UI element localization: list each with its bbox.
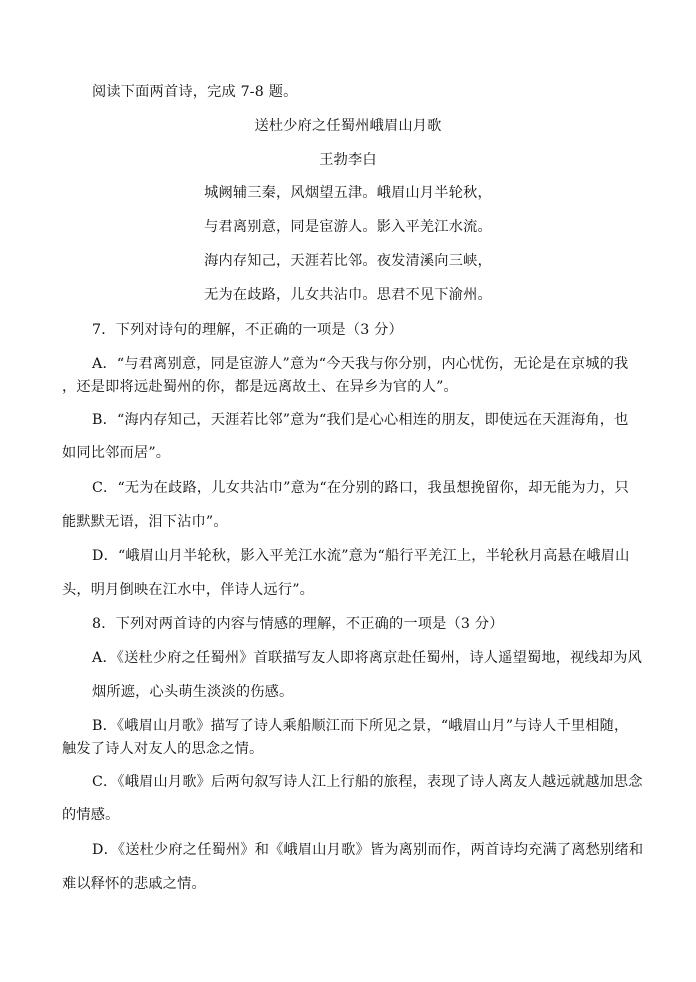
poem-line-4: 无为在歧路，儿女共沾巾。思君不见下渝州。 [204,287,492,303]
poem-line-1: 城阙辅三秦，风烟望五津。峨眉山月半轮秋， [204,185,492,201]
q8-option-d-line-1: D．《送杜少府之任蜀州》和《峨眉山月歌》皆为离别而作，两首诗均充满了离愁别绪和 [92,842,644,858]
q7-option-a-line-2: ，还是即将远赴蜀州的你，都是远离故土、在异乡为官的人”。 [62,379,458,395]
intro-text: 阅读下面两首诗，完成 7-8 题。 [92,84,298,100]
poem-line-2: 与君离别意，同是宦游人。影入平羌江水流。 [204,219,492,235]
question-7-stem: 7．下列对诗句的理解，不正确的一项是（3 分） [92,322,403,338]
q8-option-a-line-1: A．《送杜少府之任蜀州》首联描写友人即将离京赴任蜀州，诗人遥望蜀地，视线却为风 [92,650,643,666]
q7-option-b-line-2: 如同比邻而居”。 [62,445,171,461]
q7-option-c-line-1: C．“无为在歧路，儿女共沾巾”意为“在分别的路口，我虽想挽留你，却无能为力，只 [92,480,629,496]
poem-line-3: 海内存知己，天涯若比邻。夜发清溪向三峡， [204,253,492,269]
q7-option-b-line-1: B．“海内存知己，天涯若比邻”意为“我们是心心相连的朋友，即使远在天涯海角，也 [92,412,629,428]
q8-option-b-line-2: 触发了诗人对友人的思念之情。 [62,741,264,757]
q7-option-d-line-1: D．“峨眉山月半轮秋，影入平羌江水流”意为“船行平羌江上，半轮秋月高悬在峨眉山 [92,548,630,564]
question-8-stem: 8．下列对两首诗的内容与情感的理解，不正确的一项是（3 分） [92,616,504,632]
q7-option-d-line-2: 头，明月倒映在江水中，伴诗人远行”。 [62,582,315,598]
q8-option-d-line-2: 难以释怀的悲戚之情。 [62,876,206,892]
q8-option-b-line-1: B．《峨眉山月歌》描写了诗人乘船顺江而下所见之景，“峨眉山月”与诗人千里相随， [92,718,629,734]
poem-authors: 王勃李白 [319,152,377,168]
poem-title: 送杜少府之任蜀州峨眉山月歌 [254,118,442,134]
q8-option-c-line-1: C．《峨眉山月歌》后两句叙写诗人江上行船的旅程，表现了诗人离友人越远就越加思念 [92,774,643,790]
q8-option-a-line-2: 烟所遮，心头萌生淡淡的伤感。 [92,684,294,700]
q8-option-c-line-2: 的情感。 [62,807,120,823]
q7-option-a-line-1: A．“与君离别意，同是宦游人”意为“今天我与你分别，内心忧伤，无论是在京城的我 [92,356,629,372]
q7-option-c-line-2: 能默默无语，泪下沾巾”。 [62,514,228,530]
